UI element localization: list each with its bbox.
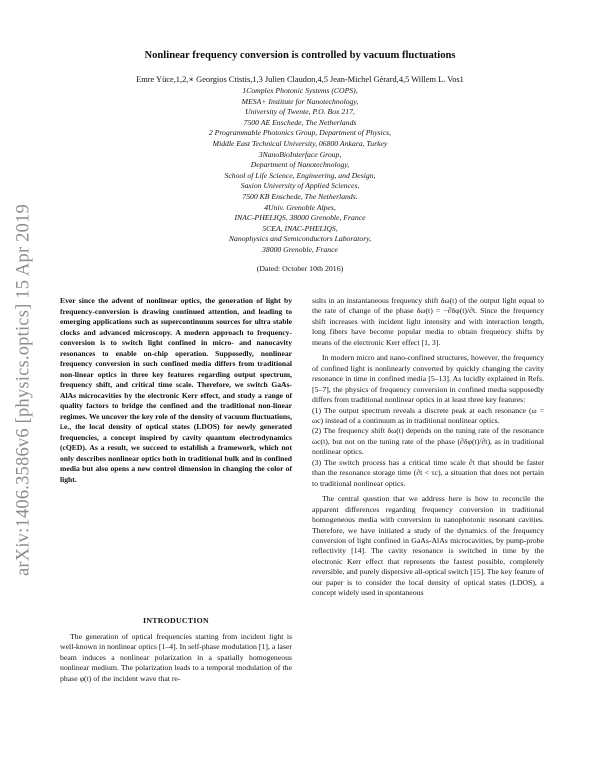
affiliation-line: 3NanoBioInterface Group, [258, 149, 342, 159]
intro-paragraph: The generation of optical frequencies starting from incident light is well-known in nonlinear optics [1–4]. In self-phase modulation [1], a laser beam induces a nonlinear polarization in a spatially homogeneous nonlinear medium. The polarization leads to a temporal modulation of the phase φ(t) of the incident wave that re- [60, 632, 292, 683]
affiliation-line: 2 Programmable Photonics Group, Department of Physics, [208, 128, 392, 138]
section-heading-introduction: INTRODUCTION [143, 616, 209, 625]
affiliation-line: Middle East Technical University, 06800 Ankara, Turkey [212, 138, 388, 148]
affiliation-line: INAC-PHELIQS, 38000 Grenoble, France [234, 213, 366, 223]
abstract [60, 296, 292, 485]
affiliation-line: 7500 AE Enschede, The Netherlands [243, 117, 357, 127]
feature-item-2: (2) The frequency shift δω(t) depends on the tuning rate of the resonance ωc(t), but not on the tuning rate of the phase (∂δφ(t)/∂t), as in traditional nonlinear optics. [312, 426, 544, 457]
body-paragraph: The central question that we address here is how to reconcile the apparent differences regarding frequency conversion in traditional homogeneous media with conversion in nanophotonic resonant cavities. Therefore, we have initiated a study of the dynamics of the frequency conversion of light confined in GaAs-AlAs microcavities, by pump-probe reflectivity [14]. The cavity resonance is switched in time by the electronic Kerr effect that represents the fastest possible, completely reversible, and purely dispersive all-optical switch [15]. The key feature of our paper is to consider the local density of optical states (LDOS), a concept widely used in spontaneous [312, 494, 544, 598]
arxiv-identifier-sidebar [14, 190, 34, 590]
affiliation-line: Department of Nanotechnology, [250, 160, 350, 170]
body-paragraph: In modern micro and nano-confined structures, however, the frequency of confined light is nonlinearly converted by quickly changing the cavity resonance in time in confined media [5–13]. As lucidly explained in Refs. [5–7], the physics of frequency conversion in confined media supposedly differs from traditional nonlinear optics in at least three key features: [312, 353, 544, 405]
affiliation-line: School of Life Science, Engineering, and Design, [224, 170, 376, 180]
affiliation-line: 38000 Grenoble, France [262, 244, 338, 254]
affiliation-line: Saxion University of Applied Sciences, [240, 181, 360, 191]
paper-title: Nonlinear frequency conversion is controlled by vacuum fluctuations [144, 50, 456, 61]
arxiv-id-text: arXiv:1406.3586v6 [physics.optics] 15 Apr 2019 [13, 204, 34, 576]
right-column [312, 296, 544, 599]
body-paragraph: sults in an instantaneous frequency shift δω(t) of the output light equal to the rate of change of the phase δω(t) = −∂δφ(t)/∂t. Since the frequency shift increases with incident light intensity and with interaction length, long fibers have become popular media to obtain frequency shifts by means of the electronic Kerr effect [1, 3]. [312, 296, 544, 347]
affiliation-line: Nanophysics and Semiconductors Laboratory, [228, 234, 372, 244]
affiliation-line: 1Complex Photonic Systems (COPS), [242, 86, 358, 95]
author-list: Emre Yüce,1,2,∗ Georgios Ctistis,1,3 Julien Claudon,4,5 Jean-Michel Gérard,4,5 Willem L. Vos1 [136, 75, 464, 84]
affiliation-line: 7500 KB Enschede, The Netherlands. [242, 191, 358, 201]
affiliation-line: MESA+ Institute for Nanotechnology, [241, 96, 359, 106]
feature-item-3: (3) The switch process has a critical time scale ∂t that should be faster than the resonance storage time (∂t < τc), a situation that does not pertain to traditional nonlinear optics. [312, 457, 544, 488]
affiliation-line: 4Univ. Grenoble Alpes, [264, 202, 336, 212]
affiliation-line: 5CEA, INAC-PHELIQS, [262, 223, 338, 233]
abstract-text: Ever since the advent of nonlinear optics, the generation of light by frequency-conversion is drawing continued attention, and leading to emerging applications such as supercontinuum sources for ultra stable clocks and advanced microscopy. A modern approach to frequency-conversion is to switch light confined in micro- and nanocavity resonances to enable on-chip operation. Supposedly, nonlinear frequency conversion in such confined media differs from traditional non-linear optics in three key features regarding output spectrum, frequency shift, and critical time scale. Therefore, we switch GaAs-AlAs microcavities by the electronic Kerr effect, and study a range of quality factors to bridge the confined and the traditional non-linear regimes. We uncover the key role of the density of vacuum fluctuations, i.e., the local density of optical states (LDOS) for newly generated frequencies, a concept inspired by cavity quantum electrodynamics (cQED). As a result, we succeed to establish a framework, which not only describes nonlinear optics both in traditional bulk and in confined media but also opens a new control dimension in changing the color of light. [60, 296, 292, 484]
introduction-column [60, 632, 292, 684]
date-line: (Dated: October 10th 2016) [256, 264, 344, 273]
feature-item-1: (1) The output spectrum reveals a discrete peak at each resonance (ω = ωc) instead of a continuum as in traditional nonlinear optics. [312, 405, 544, 425]
affiliations [110, 86, 490, 256]
affiliation-line: University of Twente, P.O. Box 217, [245, 107, 355, 117]
